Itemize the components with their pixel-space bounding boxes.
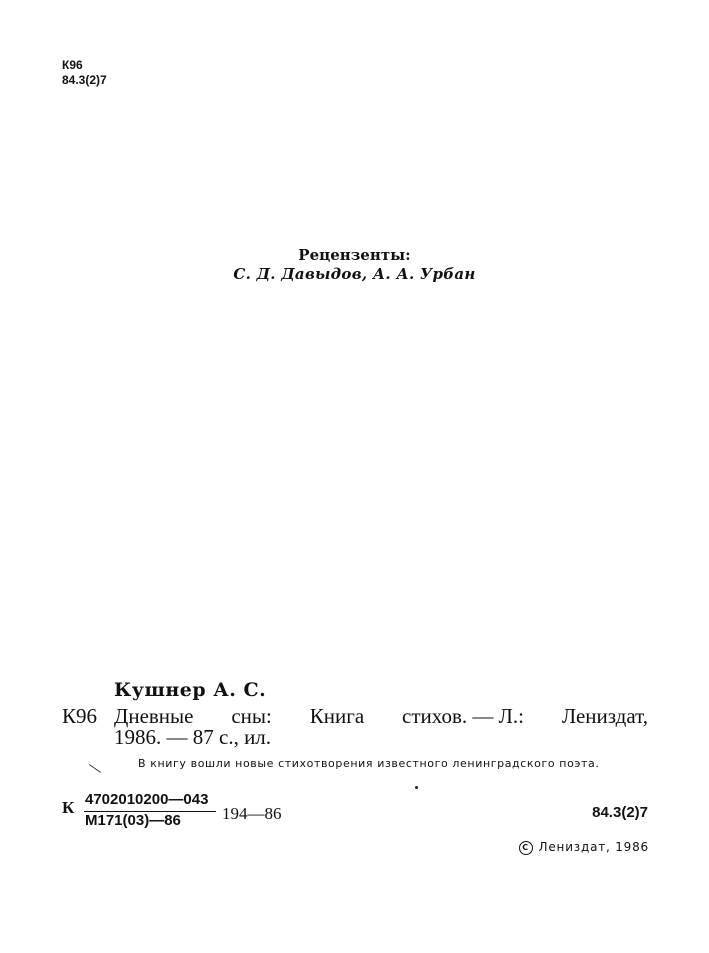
card-title-line-2: 1986. — 87 с., ил.	[114, 725, 272, 749]
imprint-letter: К	[62, 798, 75, 817]
title-word: Книга	[309, 704, 365, 728]
card-annotation	[114, 757, 648, 771]
annotation-text: В книгу вошли новые стихотворения известного ленинградского поэта.	[138, 757, 600, 770]
copyright-icon: C	[519, 841, 533, 855]
card-author: Кушнер А. С.	[114, 679, 267, 701]
title-word: стихов. — Л.:	[402, 704, 524, 728]
author-mark-code: К96	[62, 58, 83, 72]
bbk-code: 84.3(2)7	[62, 73, 107, 87]
classification-codes	[62, 58, 107, 88]
reviewers-heading: Рецензенты:	[298, 246, 411, 264]
title-word: Лениздат,	[561, 704, 648, 728]
imprint-bbk-code: 84.3(2)7	[592, 804, 648, 821]
copyright-line	[519, 840, 649, 855]
imprint-suffix: 194—86	[222, 804, 282, 823]
imprint-denominator: М171(03)—86	[85, 812, 181, 829]
card-author-code: К96	[62, 704, 98, 728]
copyright-text: Лениздат, 1986	[538, 840, 649, 854]
title-word: сны:	[231, 704, 272, 728]
title-word: Дневные	[114, 704, 194, 728]
reviewers-names: С. Д. Давыдов, А. А. Урбан	[233, 265, 476, 283]
stray-dot	[415, 786, 418, 789]
stray-mark	[89, 764, 101, 773]
imprint-numerator: 4702010200—043	[85, 791, 209, 808]
